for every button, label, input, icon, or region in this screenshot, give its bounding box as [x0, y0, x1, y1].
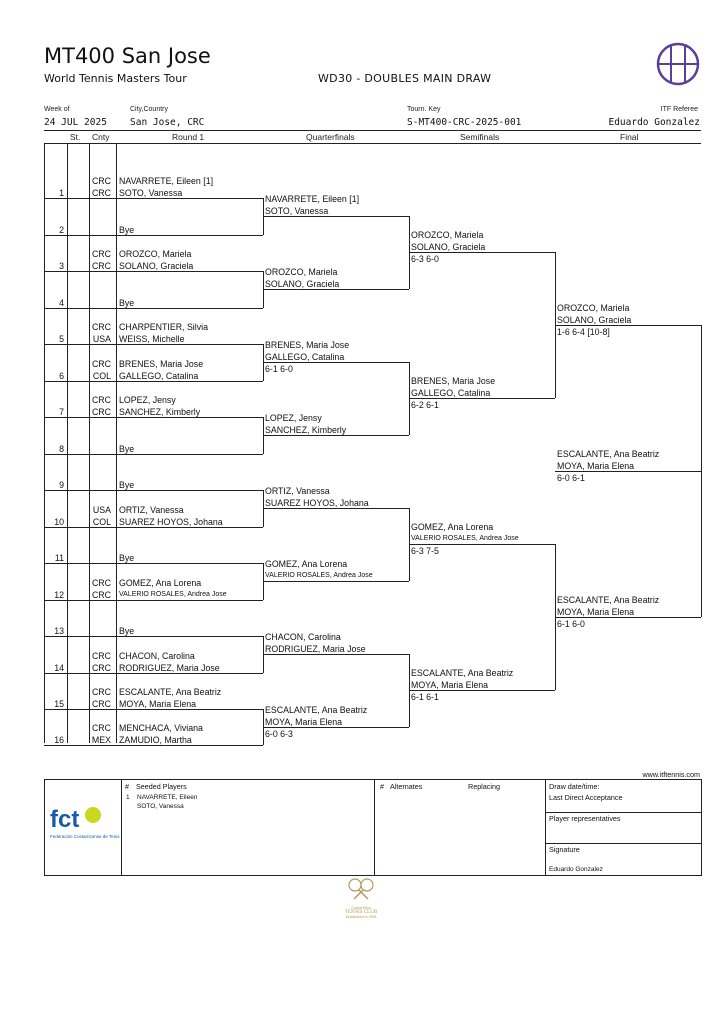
match-score: 6-0 6-1	[557, 473, 585, 483]
referee-label: ITF Referee	[660, 106, 698, 113]
bracket-line	[555, 325, 701, 326]
player-name: SOLANO, Graciela	[557, 315, 632, 325]
player-name: OROZCO, Mariela	[411, 230, 484, 240]
player-name: RODRIGUEZ, Maria Jose	[119, 663, 220, 673]
player-name: Bye	[119, 444, 135, 454]
col-st: St.	[70, 132, 81, 142]
player-name: ORTIZ, Vanessa	[265, 486, 330, 496]
player-name: GALLEGO, Catalina	[411, 388, 491, 398]
player-name: BRENES, Maria Jose	[265, 340, 350, 350]
match-score: 6-3 6-0	[411, 254, 439, 264]
bracket-line	[44, 527, 263, 528]
country-code: CRC	[91, 590, 111, 600]
bracket-line	[44, 198, 263, 199]
draw-position: 8	[59, 444, 64, 454]
player-name: GOMEZ, Ana Lorena	[265, 559, 348, 569]
bracket-line	[701, 325, 702, 617]
match-score: 6-2 6-1	[411, 400, 439, 410]
seed-player-1: NAVARRETE, Eileen	[137, 794, 198, 801]
fct-logo: fct Federación Costarricense de Tenis	[50, 806, 120, 839]
country-code: CRC	[91, 699, 111, 709]
alternates-title: Alternates	[390, 782, 423, 791]
player-name: Bye	[119, 298, 135, 308]
country-code: CRC	[91, 407, 111, 417]
player-name: SUAREZ HOYOS, Johana	[265, 498, 369, 508]
bracket-line	[44, 271, 263, 272]
country-code: CRC	[91, 188, 111, 198]
player-name: SUAREZ HOYOS, Johana	[119, 517, 223, 527]
player-name: GALLEGO, Catalina	[265, 352, 345, 362]
player-name: SOLANO, Graciela	[119, 261, 194, 271]
bracket-line	[44, 490, 263, 491]
tourn-key-label: Tourn. Key	[407, 106, 441, 113]
bracket-line	[44, 709, 263, 710]
bracket-line	[409, 252, 555, 253]
country-code: CRC	[91, 176, 111, 186]
player-name: Bye	[119, 626, 135, 636]
player-name: WEISS, Michelle	[119, 334, 185, 344]
player-name: ESCALANTE, Ana Beatriz	[411, 668, 514, 678]
player-name: BRENES, Maria Jose	[119, 359, 204, 369]
bracket-line	[116, 143, 117, 743]
tour-subtitle: World Tennis Masters Tour	[44, 72, 187, 85]
tourn-key-value: S-MT400-CRC-2025-001	[407, 117, 522, 128]
match-score: 6-1 6-0	[265, 364, 293, 374]
player-name: ESCALANTE, Ana Beatriz	[557, 595, 660, 605]
player-name: ORTIZ, Vanessa	[119, 505, 184, 515]
player-name: SOLANO, Graciela	[411, 242, 486, 252]
draw-position: 16	[54, 735, 64, 745]
champion-name: ESCALANTE, Ana Beatriz	[557, 449, 660, 459]
draw-position: 13	[54, 626, 64, 636]
player-name: CHACON, Carolina	[265, 632, 341, 642]
country-code: CRC	[91, 395, 111, 405]
player-name: GOMEZ, Ana Lorena	[119, 578, 202, 588]
bracket-line	[409, 398, 555, 399]
country-code: CRC	[91, 687, 111, 697]
country-code: CRC	[91, 578, 111, 588]
bracket-line	[263, 362, 409, 363]
bracket-line	[44, 235, 263, 236]
bracket-line	[44, 344, 263, 345]
player-name: BRENES, Maria Jose	[411, 376, 496, 386]
country-code: USA	[92, 505, 111, 515]
match-score: 6-0 6-3	[265, 729, 293, 739]
player-name: Bye	[119, 553, 135, 563]
player-name: ESCALANTE, Ana Beatriz	[119, 687, 222, 697]
player-name: MOYA, Maria Elena	[119, 699, 197, 709]
draw-position: 11	[54, 553, 64, 563]
bracket-line	[263, 216, 409, 217]
city-value: San Jose, CRC	[130, 117, 205, 128]
col-semifinals: Semifinals	[460, 132, 500, 142]
seeded-title: Seeded Players	[136, 782, 187, 791]
match-score: 6-1 6-1	[411, 692, 439, 702]
itf-url[interactable]: www.itftennis.com	[642, 770, 700, 779]
draw-position: 7	[59, 407, 64, 417]
signer-name: Eduardo Gonzalez	[549, 866, 603, 873]
col-quarterfinals: Quarterfinals	[306, 132, 355, 142]
player-name: MOYA, Maria Elena	[265, 717, 343, 727]
bracket-line	[44, 454, 263, 455]
draw-position: 3	[59, 261, 64, 271]
signature-label: Signature	[549, 845, 580, 854]
player-name: SOTO, Vanessa	[119, 188, 183, 198]
player-name: CHACON, Carolina	[119, 651, 195, 661]
bracket-line	[409, 690, 555, 691]
match-score: 6-1 6-0	[557, 619, 585, 629]
country-code: CRC	[91, 663, 111, 673]
bracket-line	[44, 636, 263, 637]
seed-number: 1	[126, 794, 130, 801]
player-name: Bye	[119, 480, 135, 490]
week-label: Week of	[44, 106, 70, 113]
bracket-line	[263, 289, 409, 290]
player-name: VALERIO ROSALES, Andrea Jose	[265, 572, 373, 579]
player-name: OROZCO, Mariela	[557, 303, 630, 313]
player-name: MOYA, Maria Elena	[557, 607, 635, 617]
itf-tennis-ball-icon	[656, 42, 700, 86]
tennis-club-logo: Costa Rica TENNIS CLUB Established in 1955	[336, 878, 386, 919]
crossed-rackets-icon	[344, 878, 378, 900]
bracket-line	[263, 654, 409, 655]
player-name: ESCALANTE, Ana Beatriz	[265, 705, 368, 715]
bracket-line	[44, 143, 45, 743]
bracket-line	[44, 308, 263, 309]
bracket-line	[263, 581, 409, 582]
player-name: Bye	[119, 225, 135, 235]
draw-position: 12	[54, 590, 64, 600]
bracket-line	[44, 673, 263, 674]
player-reps-label: Player representatives	[549, 814, 621, 823]
bracket-line	[67, 143, 68, 743]
country-code: CRC	[91, 723, 111, 733]
replacing-title: Replacing	[468, 782, 500, 791]
country-code: CRC	[91, 322, 111, 332]
draw-position: 2	[59, 225, 64, 235]
country-code: COL	[92, 517, 111, 527]
player-name: GALLEGO, Catalina	[119, 371, 199, 381]
city-label: City,Country	[130, 106, 168, 113]
player-name: CHARPENTIER, Silvia	[119, 322, 208, 332]
player-name: ZAMUDIO, Martha	[119, 735, 192, 745]
bracket-line	[409, 544, 555, 545]
player-name: SANCHEZ, Kimberly	[119, 407, 201, 417]
player-name: OROZCO, Mariela	[119, 249, 192, 259]
country-code: CRC	[91, 651, 111, 661]
draw-position: 9	[59, 480, 64, 490]
bracket-line	[263, 435, 409, 436]
referee-value: Eduardo Gonzalez	[608, 117, 700, 128]
bracket-line	[263, 508, 409, 509]
country-code: USA	[92, 334, 111, 344]
bracket-line	[263, 727, 409, 728]
draw-position: 10	[54, 517, 64, 527]
match-score: 6-3 7-5	[411, 546, 439, 556]
bracket-line	[44, 381, 263, 382]
player-name: NAVARRETE, Eileen [1]	[265, 194, 360, 204]
country-code: MEX	[91, 735, 111, 745]
col-round1: Round 1	[172, 132, 205, 142]
draw-position: 6	[59, 371, 64, 381]
week-value: 24 JUL 2025	[44, 117, 107, 128]
draw-date-label: Draw date/time:	[549, 782, 600, 791]
draw-position: 15	[54, 699, 64, 709]
country-code: COL	[92, 371, 111, 381]
player-name: NAVARRETE, Eileen [1]	[119, 176, 214, 186]
bracket-line	[555, 471, 701, 472]
player-name: MOYA, Maria Elena	[411, 680, 489, 690]
col-cnty: Cnty	[92, 132, 110, 142]
alternates-hash: #	[380, 782, 384, 791]
match-score: 1-6 6-4 [10-8]	[557, 327, 610, 337]
bracket-line	[44, 745, 263, 746]
champion-name: MOYA, Maria Elena	[557, 461, 635, 471]
bracket-line	[44, 417, 263, 418]
player-name: LOPEZ, Jensy	[119, 395, 176, 405]
seed-player-2: SOTO, Vanessa	[137, 803, 184, 810]
col-final: Final	[620, 132, 639, 142]
draw-name: WD30 - DOUBLES MAIN DRAW	[318, 72, 492, 85]
country-code: CRC	[91, 359, 111, 369]
player-name: VALERIO ROSALES, Andrea Jose	[119, 591, 227, 598]
player-name: VALERIO ROSALES, Andrea Jose	[411, 535, 519, 542]
tournament-title: MT400 San Jose	[44, 44, 211, 68]
last-da-label: Last Direct Acceptance	[549, 793, 623, 802]
country-code: CRC	[91, 249, 111, 259]
player-name: MENCHACA, Viviana	[119, 723, 203, 733]
draw-position: 5	[59, 334, 64, 344]
bracket-line	[44, 563, 263, 564]
player-name: GOMEZ, Ana Lorena	[411, 522, 494, 532]
player-name: RODRIGUEZ, Maria Jose	[265, 644, 366, 654]
player-name: SOTO, Vanessa	[265, 206, 329, 216]
player-name: OROZCO, Mariela	[265, 267, 338, 277]
draw-position: 4	[59, 298, 64, 308]
seeded-hash: #	[125, 782, 129, 791]
country-code: CRC	[91, 261, 111, 271]
bracket-line	[44, 600, 263, 601]
draw-position: 1	[59, 188, 64, 198]
bracket-line	[555, 617, 701, 618]
player-name: SANCHEZ, Kimberly	[265, 425, 347, 435]
player-name: SOLANO, Graciela	[265, 279, 340, 289]
player-name: LOPEZ, Jensy	[265, 413, 322, 423]
draw-position: 14	[54, 663, 64, 673]
